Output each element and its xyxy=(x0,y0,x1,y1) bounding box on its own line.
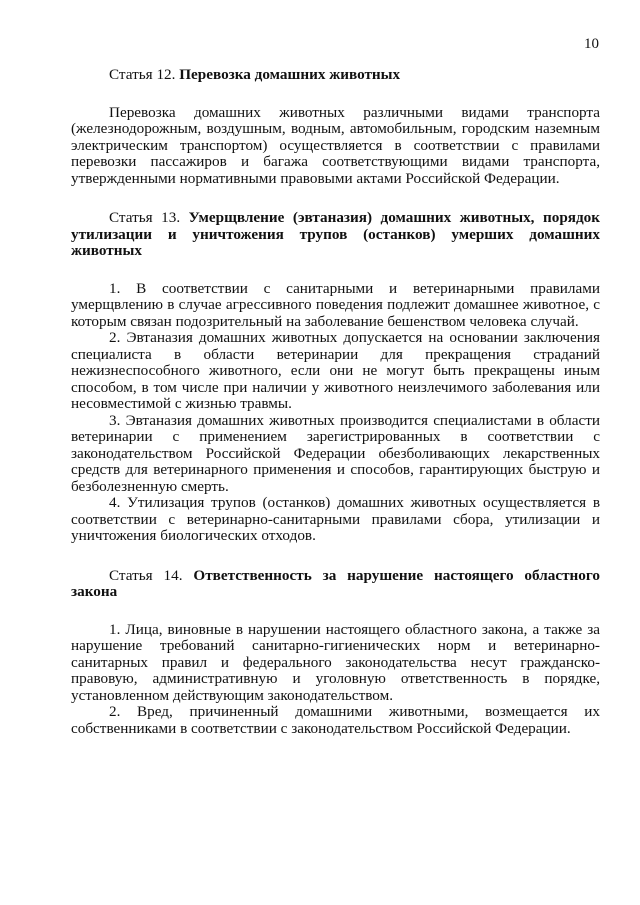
article-paragraph: 3. Эвтаназия домашних животных производится специалистами в области ветеринарии с применением зарегистрированных в соответствии с законодательством Российской Федерации обезболивающих лекарственных средств для ветеринарного применения и способов, гарантирующих быструю и безболезненную смерть. xyxy=(71,411,600,495)
article-number: Статья 12. xyxy=(109,66,176,83)
article-paragraph: Перевозка домашних животных различными видами транспорта (железнодорожным, воздушным, водным, автомобильным, городским наземным электрическим транспортом) осуществляется в соответствии с правилами перевозки пассажиров и багажа соответствующими видами транспорта, утвержденными нормативными правовыми актами Российской Федерации. xyxy=(71,103,600,187)
article-title: Умерщвление (эвтаназия) домашних животных, порядок утилизации и уничтожения трупов (останков) умерших домашних животных xyxy=(71,209,601,259)
article-paragraph: 2. Эвтаназия домашних животных допускается на основании заключения специалиста в области ветеринарии для прекращения страданий нежизнеспособного животного, если они не могут быть прекращены иным способом, в том числе при наличии у животного неизлечимого заболевания или несовместимой с жизнью травмы. xyxy=(71,329,600,412)
article-heading xyxy=(71,67,600,84)
article-number: Статья 13. xyxy=(109,209,181,226)
article-paragraph: 4. Утилизация трупов (останков) домашних животных осуществляется в соответствии с ветеринарно-санитарными правилами сбора, утилизации и уничтожения биологических отходов. xyxy=(71,494,600,544)
article-13 xyxy=(71,210,600,545)
article-14 xyxy=(71,568,600,738)
article-heading xyxy=(71,210,600,260)
article-paragraph: 1. Лица, виновные в нарушении настоящего областного закона, а также за нарушение требований санитарно-гигиенических норм и ветеринарно-санитарных правил и федерального законодательства несут гражданско-правовую, административную и уголовную ответственность в порядке, установленном действующим законодательством. xyxy=(71,620,600,704)
document-body xyxy=(71,0,600,737)
article-title: Перевозка домашних животных xyxy=(179,66,401,83)
article-heading xyxy=(71,568,600,601)
article-number: Статья 14. xyxy=(109,566,183,584)
article-12 xyxy=(71,67,600,187)
article-title: Ответственность за нарушение настоящего областного закона xyxy=(71,566,601,600)
article-paragraph: 1. В соответствии с санитарными и ветеринарными правилами умерщвлению в случае агрессивного поведения подлежит домашнее животное, с которым связан подозрительный на заболевание бешенством человека случай. xyxy=(71,279,600,330)
page-number: 10 xyxy=(584,36,599,52)
article-paragraph: 2. Вред, причиненный домашними животными, возмещается их собственниками в соответствии с законодательством Российской Федерации. xyxy=(71,703,600,737)
